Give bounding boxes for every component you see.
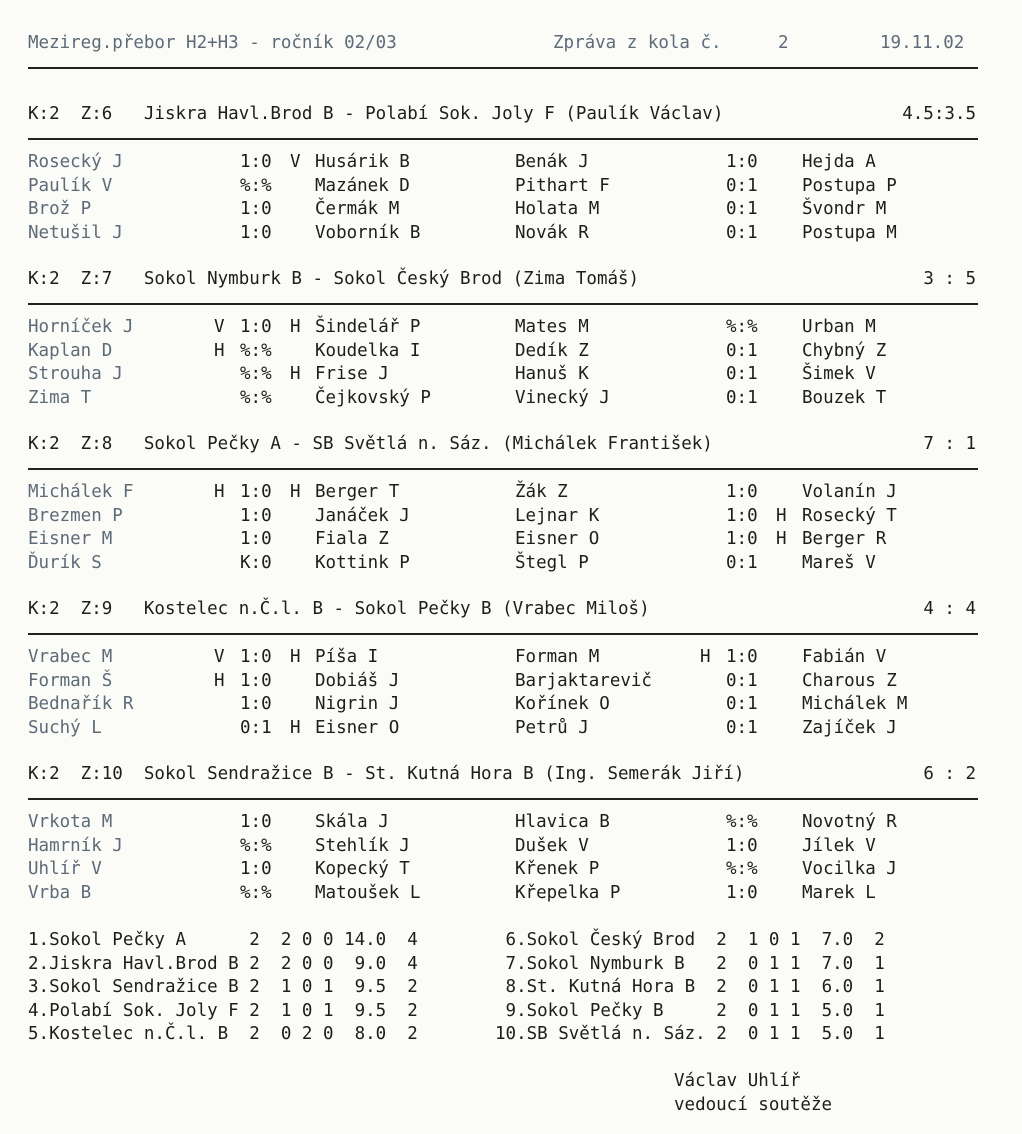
match-score: 4.5:3.5 — [902, 104, 976, 124]
home-mark: H — [214, 670, 225, 691]
away-mark: H — [290, 647, 301, 667]
home-player: Netušil J — [28, 222, 123, 243]
board-result: 1:0 — [240, 529, 272, 549]
home-player: Zima T — [28, 387, 92, 408]
match-score: 4 : 4 — [923, 599, 976, 619]
match-title: K:2 Z:7 Sokol Nymburk B - Sokol Český Brod (Zima Tomáš) — [28, 269, 640, 289]
board-result: %:% — [726, 812, 758, 832]
signature-name: Václav Uhlíř — [674, 1071, 801, 1091]
home-player: Benák J — [515, 152, 589, 172]
board-result: 1:0 — [240, 152, 272, 172]
home-player: Hanuš K — [515, 364, 589, 384]
league-title: Mezireg.přebor H2+H3 - ročník 02/03 — [28, 33, 397, 53]
board-result: 1:0 — [726, 482, 758, 502]
away-mark: H — [776, 505, 787, 526]
board-result: 1:0 — [726, 835, 758, 856]
board-result: 1:0 — [240, 647, 272, 667]
away-player: Postupa P — [802, 175, 897, 196]
board-result: 1:0 — [726, 882, 758, 903]
away-player: Volanín J — [802, 482, 897, 502]
away-player: Vocilka J — [802, 859, 897, 879]
away-player: Čejkovský P — [315, 387, 431, 408]
home-player: Vinecký J — [515, 387, 610, 408]
board-result: %:% — [240, 340, 272, 361]
away-mark: H — [290, 717, 301, 738]
home-player: Lejnar K — [515, 505, 600, 526]
away-player: Mareš V — [802, 552, 876, 573]
away-player: Mazánek D — [315, 175, 410, 196]
away-player: Šindelář P — [315, 317, 421, 337]
away-player: Fiala Z — [315, 529, 389, 549]
standings-row: 5.Kostelec n.Č.l. B 2 0 2 0 8.0 2 — [28, 1024, 418, 1044]
away-player: Skála J — [315, 812, 389, 832]
board-result: 0:1 — [240, 717, 272, 738]
away-player: Fabián V — [802, 647, 887, 667]
board-result: 1:0 — [240, 505, 272, 526]
away-player: Nigrin J — [315, 694, 400, 714]
away-player: Matoušek L — [315, 882, 421, 903]
board-result: %:% — [240, 364, 272, 384]
board-result: 0:1 — [726, 199, 758, 219]
away-player: Píša I — [315, 647, 379, 667]
board-result: 1:0 — [240, 859, 272, 879]
board-result: 0:1 — [726, 364, 758, 384]
away-player: Kottink P — [315, 552, 410, 573]
board-result: %:% — [726, 317, 758, 337]
away-player: Postupa M — [802, 222, 897, 243]
match-title: K:2 Z:6 Jiskra Havl.Brod B - Polabí Sok. Joly F (Paulík Václav) — [28, 104, 724, 124]
home-player: Strouha J — [28, 364, 123, 384]
away-mark: H — [776, 529, 787, 549]
standings-row: 7.Sokol Nymburk B 2 0 1 1 7.0 1 — [495, 953, 885, 974]
away-player: Hejda A — [802, 152, 876, 172]
home-player: Vrba B — [28, 882, 92, 903]
board-result: %:% — [726, 859, 758, 879]
away-player: Rosecký T — [802, 505, 897, 526]
away-mark: H — [290, 317, 301, 337]
away-player: Dobiáš J — [315, 670, 400, 691]
home-player: Žák Z — [515, 482, 568, 502]
signature-role: vedoucí soutěže — [674, 1095, 833, 1115]
home-player: Paulík V — [28, 175, 113, 196]
standings-row: 3.Sokol Sendražice B 2 1 0 1 9.5 2 — [28, 977, 418, 997]
away-player: Urban M — [802, 317, 876, 337]
away-player: Janáček J — [315, 505, 410, 526]
away-player: Chybný Z — [802, 340, 887, 361]
board-result: 0:1 — [726, 694, 758, 714]
match-divider — [28, 303, 978, 305]
home-player: Eisner M — [28, 529, 113, 549]
standings-row: 1.Sokol Pečky A 2 2 0 0 14.0 4 — [28, 930, 418, 950]
board-result: 0:1 — [726, 717, 758, 738]
match-title: K:2 Z:8 Sokol Pečky A - SB Světlá n. Sáz. (Michálek František) — [28, 434, 713, 454]
home-player: Pithart F — [515, 175, 610, 196]
board-result: 1:0 — [726, 529, 758, 549]
header-divider — [28, 67, 978, 69]
board-result: 1:0 — [240, 482, 272, 502]
match-score: 7 : 1 — [923, 434, 976, 454]
match-title: K:2 Z:9 Kostelec n.Č.l. B - Sokol Pečky B (Vrabec Miloš) — [28, 599, 650, 619]
standings-row: 2.Jiskra Havl.Brod B 2 2 0 0 9.0 4 — [28, 953, 418, 974]
board-result: 1:0 — [240, 317, 272, 337]
home-player: Michálek F — [28, 482, 134, 502]
away-player: Švondr M — [802, 199, 887, 219]
home-player: Forman M — [515, 647, 600, 667]
match-divider — [28, 633, 978, 635]
board-result: 1:0 — [240, 670, 272, 691]
home-player: Vrabec M — [28, 647, 113, 667]
board-result: 0:1 — [726, 387, 758, 408]
board-result: %:% — [240, 882, 272, 903]
board-result: 1:0 — [726, 647, 758, 667]
home-player: Křenek P — [515, 859, 600, 879]
board-result: 0:1 — [726, 670, 758, 691]
board-result: 1:0 — [240, 694, 272, 714]
board-result: 1:0 — [240, 222, 272, 243]
board-result: %:% — [240, 175, 272, 196]
standings-row: 6.Sokol Český Brod 2 1 0 1 7.0 2 — [495, 930, 885, 950]
away-player: Jílek V — [802, 835, 876, 856]
board-result: 1:0 — [240, 199, 272, 219]
away-player: Novotný R — [802, 812, 897, 832]
away-player: Michálek M — [802, 694, 908, 714]
home-player: Petrů J — [515, 717, 589, 738]
home-player: Uhlíř V — [28, 859, 102, 879]
home-player: Bednařík R — [28, 694, 134, 714]
home-player: Horníček J — [28, 317, 134, 337]
standings-row: 8.St. Kutná Hora B 2 0 1 1 6.0 1 — [495, 977, 885, 997]
home-player: Brezmen P — [28, 505, 123, 526]
home-player: Dušek V — [515, 835, 589, 856]
standings-row: 9.Sokol Pečky B 2 0 1 1 5.0 1 — [495, 1000, 885, 1021]
home-mark: H — [214, 482, 225, 502]
home-player: Eisner O — [515, 529, 600, 549]
match-score: 3 : 5 — [923, 269, 976, 289]
away-player: Šimek V — [802, 364, 876, 384]
board-result: K:0 — [240, 552, 272, 573]
home-player: Vrkota M — [28, 812, 113, 832]
home-mark: V — [214, 647, 225, 667]
home-player: Rosecký J — [28, 152, 123, 172]
board-result: 0:1 — [726, 222, 758, 243]
away-player: Kopecký T — [315, 859, 410, 879]
match-divider — [28, 468, 978, 470]
home-player: Kaplan D — [28, 340, 113, 361]
standings-row: 10.SB Světlá n. Sáz. 2 0 1 1 5.0 1 — [495, 1024, 885, 1044]
home-player: Brož P — [28, 199, 92, 219]
away-player: Koudelka I — [315, 340, 421, 361]
home-mark: H — [700, 647, 711, 667]
away-player: Stehlík J — [315, 835, 410, 856]
board-result: 0:1 — [726, 340, 758, 361]
board-result: %:% — [240, 835, 272, 856]
home-player: Forman Š — [28, 670, 113, 691]
board-result: 0:1 — [726, 552, 758, 573]
home-player: Hamrník J — [28, 835, 123, 856]
match-score: 6 : 2 — [923, 764, 976, 784]
home-player: Hlavica B — [515, 812, 610, 832]
board-result: 0:1 — [726, 175, 758, 196]
away-player: Zajíček J — [802, 717, 897, 738]
away-mark: H — [290, 364, 301, 384]
away-player: Berger R — [802, 529, 887, 549]
away-player: Marek L — [802, 882, 876, 903]
away-player: Eisner O — [315, 717, 400, 738]
away-player: Berger T — [315, 482, 400, 502]
away-player: Bouzek T — [802, 387, 887, 408]
away-player: Čermák M — [315, 199, 400, 219]
home-player: Křepelka P — [515, 882, 621, 903]
home-player: Mates M — [515, 317, 589, 337]
home-mark: H — [214, 340, 225, 361]
home-player: Štegl P — [515, 552, 589, 573]
match-divider — [28, 138, 978, 140]
home-player: Dedík Z — [515, 340, 589, 361]
match-title: K:2 Z:10 Sokol Sendražice B - St. Kutná Hora B (Ing. Semerák Jiří) — [28, 764, 745, 784]
board-result: 1:0 — [240, 812, 272, 832]
away-player: Frise J — [315, 364, 389, 384]
home-mark: V — [214, 317, 225, 337]
board-result: 1:0 — [726, 505, 758, 526]
board-result: 1:0 — [726, 152, 758, 172]
home-player: Novák R — [515, 222, 589, 243]
home-player: Kořínek O — [515, 694, 610, 714]
standings-row: 4.Polabí Sok. Joly F 2 1 0 1 9.5 2 — [28, 1000, 418, 1021]
match-divider — [28, 798, 978, 800]
report-date: 19.11.02 — [880, 33, 965, 53]
away-player: Husárik B — [315, 152, 410, 172]
home-player: Suchý L — [28, 717, 102, 738]
report-label: Zpráva z kola č. — [553, 33, 722, 53]
home-player: Barjaktarevič — [515, 670, 652, 691]
home-player: Ďurík S — [28, 552, 102, 573]
away-mark: H — [290, 482, 301, 502]
away-player: Charous Z — [802, 670, 897, 691]
away-player: Voborník B — [315, 222, 421, 243]
round-number: 2 — [778, 33, 789, 53]
board-result: %:% — [240, 387, 272, 408]
home-player: Holata M — [515, 199, 600, 219]
away-mark: V — [290, 152, 301, 172]
